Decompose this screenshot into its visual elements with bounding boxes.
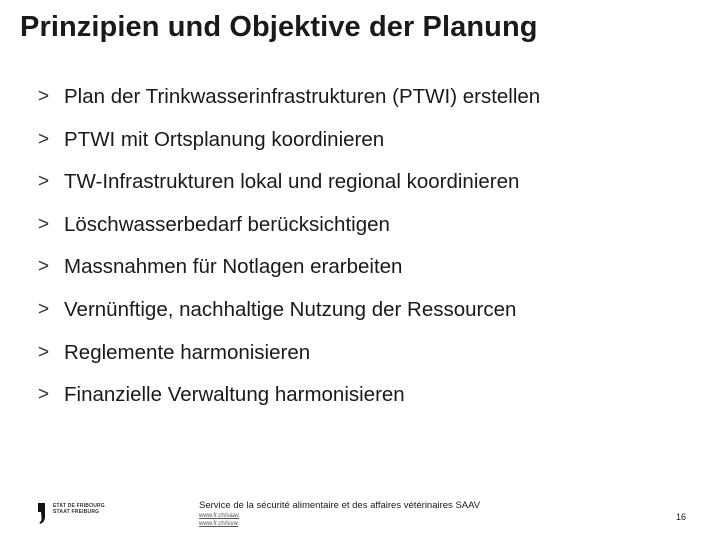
bullet-item — [38, 381, 540, 409]
bullet-marker-icon: > — [38, 171, 50, 193]
bullet-list — [38, 83, 540, 424]
slide-title: Prinzipien und Objektive der Planung — [20, 11, 538, 43]
bullet-text: TW-Infrastrukturen lokal und regional koordinieren — [64, 170, 520, 194]
bullet-text: PTWI mit Ortsplanung koordinieren — [64, 127, 385, 151]
bullet-marker-icon: > — [38, 213, 50, 235]
bullet-marker-icon: > — [38, 86, 50, 107]
bullet-item — [38, 126, 540, 154]
bullet-item — [38, 211, 540, 239]
fribourg-logo — [38, 501, 118, 531]
bullet-item — [38, 168, 540, 196]
bullet-text: Massnahmen für Notlagen erarbeiten — [64, 255, 403, 279]
bullet-text: Plan der Trinkwasserinfrastrukturen (PTWI) erstellen — [64, 85, 541, 108]
logo-text-line1: ETAT DE FRIBOURG — [53, 503, 105, 509]
bullet-marker-icon: > — [38, 298, 50, 320]
footer-service-text: Service de la sécurité alimentaire et des affaires vétérinaires SAAV — [199, 500, 481, 511]
bullet-text: Löschwasserbedarf berücksichtigen — [64, 212, 390, 236]
bullet-marker-icon: > — [38, 341, 50, 363]
bullet-marker-icon: > — [38, 128, 50, 150]
bullet-text: Vernünftige, nachhaltige Nutzung der Ressourcen — [64, 297, 517, 321]
bullet-item — [38, 296, 540, 324]
footer-link-saav[interactable]: www.fr.ch/saav — [199, 513, 240, 519]
bullet-item — [38, 253, 540, 281]
footer-link-lsvw[interactable]: www.fr.ch/lsvw — [199, 521, 239, 527]
logo-text-line2: STAAT FREIBURG — [53, 509, 100, 515]
bullet-marker-icon: > — [38, 256, 50, 278]
bullet-text: Finanzielle Verwaltung harmonisieren — [64, 383, 405, 407]
bullet-item — [38, 339, 540, 367]
fribourg-logo-icon — [38, 501, 47, 525]
page-number: 16 — [676, 512, 687, 522]
bullet-marker-icon: > — [38, 384, 50, 406]
bullet-text: Reglemente harmonisieren — [64, 340, 311, 364]
bullet-item — [38, 83, 540, 111]
